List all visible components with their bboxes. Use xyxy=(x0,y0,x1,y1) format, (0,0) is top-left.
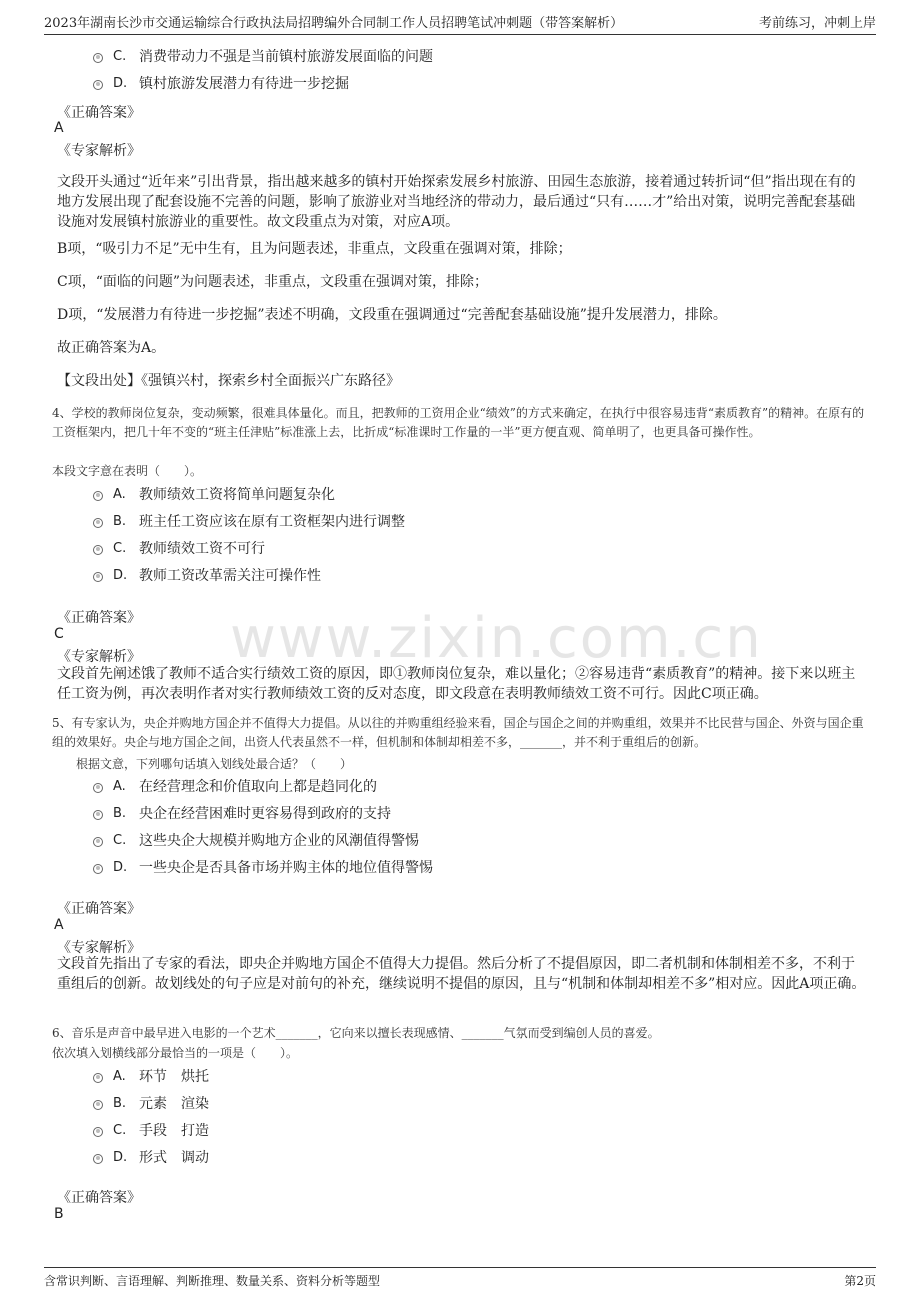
header-slogan: 考前练习，冲刺上岸 xyxy=(758,16,876,31)
q4-analysis: 文段首先阐述饿了教师不适合实行绩效工资的原因，即①教师岗位复杂，难以量化；②容易违背“素质教育”的精神。接下来以班主任工资为例，再次表明作者对实行教师绩效工资的反对态度，即文段意在表明教师绩效工资不可行。因此C项正确。 xyxy=(57,666,856,702)
option-text: 教师工资改革需关注可操作性 xyxy=(139,568,321,584)
option-label: C. xyxy=(113,540,127,556)
radio-icon[interactable] xyxy=(93,545,103,555)
q6-stem: 6、音乐是声音中最早进入电影的一个艺术_______，它向来以擅长表现感情、_______气氛而受到编创人员的喜爱。 xyxy=(52,1026,660,1040)
q5-option-c[interactable] xyxy=(93,830,419,850)
option-text: 形式 调动 xyxy=(139,1150,209,1166)
option-text: 央企在经营困难时更容易得到政府的支持 xyxy=(139,806,391,822)
q3-source: 【文段出处】《强镇兴村，探索乡村全面振兴广东路径》 xyxy=(57,373,400,389)
page-header xyxy=(0,0,920,36)
q4-option-a[interactable] xyxy=(93,484,335,504)
radio-icon[interactable] xyxy=(93,864,103,874)
document-title: 2023年湖南长沙市交通运输综合行政执法局招聘编外合同制工作人员招聘笔试冲刺题（带答案解析） xyxy=(44,16,624,31)
radio-icon[interactable] xyxy=(93,491,103,501)
option-text: 班主任工资应该在原有工资框架内进行调整 xyxy=(139,514,405,530)
option-text: 教师绩效工资不可行 xyxy=(139,541,265,557)
radio-icon[interactable] xyxy=(93,80,103,90)
option-label: B. xyxy=(113,1095,127,1111)
q4-answer: C xyxy=(54,626,64,642)
option-text: 在经营理念和价值取向上都是趋同化的 xyxy=(139,779,377,795)
radio-icon[interactable] xyxy=(93,1100,103,1110)
q3-analysis-d: D项，“发展潜力有待进一步挖掘”表述不明确，文段重在强调通过“完善配套基础设施”提升发展潜力，排除。 xyxy=(57,307,727,323)
q6-option-d[interactable] xyxy=(93,1147,209,1167)
q5-analysis: 文段首先指出了专家的看法，即央企并购地方国企不值得大力提倡。然后分析了不提倡原因，即二者机制和体制相差不多，不利于重组后的创新。故划线处的句子应是对前句的补充，继续说明不提倡的原因，且与“机制和体制却相差不多”相对应。因此A项正确。 xyxy=(57,956,866,992)
footer-note: 含常识判断、言语理解、判断推理、数量关系、资料分析等题型 xyxy=(44,1274,381,1288)
q3-answer-title: 《正确答案》 xyxy=(57,105,141,121)
header-divider xyxy=(44,34,876,35)
option-text: 一些央企是否具备市场并购主体的地位值得警惕 xyxy=(139,860,433,876)
q5-answer-title: 《正确答案》 xyxy=(57,901,141,917)
option-label: D. xyxy=(113,859,128,875)
q5-prompt: 根据文意，下列哪句话填入划线处最合适？（ ） xyxy=(76,757,353,771)
q4-stem: 4、学校的教师岗位复杂，变动频繁，很难具体量化。而且，把教师的工资用企业“绩效”的方式来确定，在执行中很容易违背“素质教育”的精神。在原有的工资框架内，把几十年不变的“班主任津贴”标准涨上去，比折成“标准课时工作量的一半”更方便直观、简单明了，也更具备可操作性。 xyxy=(52,406,865,439)
radio-icon[interactable] xyxy=(93,1073,103,1083)
page-number: 第2页 xyxy=(844,1274,876,1288)
option-label: B. xyxy=(113,513,127,529)
option-label: B. xyxy=(113,805,127,821)
q4-option-b[interactable] xyxy=(93,511,405,531)
option-text: 镇村旅游发展潜力有待进一步挖掘 xyxy=(139,76,349,92)
q5-option-b[interactable] xyxy=(93,803,391,823)
q4-prompt: 本段文字意在表明（ ）。 xyxy=(52,464,203,478)
q4-answer-title: 《正确答案》 xyxy=(57,610,141,626)
radio-icon[interactable] xyxy=(93,810,103,820)
q6-prompt: 依次填入划横线部分最恰当的一项是（ ）。 xyxy=(52,1046,299,1060)
radio-icon[interactable] xyxy=(93,518,103,528)
option-label: D. xyxy=(113,1149,128,1165)
option-text: 消费带动力不强是当前镇村旅游发展面临的问题 xyxy=(139,49,433,65)
q4-analysis-title: 《专家解析》 xyxy=(57,649,141,665)
option-label: A. xyxy=(113,778,126,794)
footer-divider xyxy=(44,1267,876,1268)
radio-icon[interactable] xyxy=(93,837,103,847)
option-label: C. xyxy=(113,48,127,64)
q6-answer-title: 《正确答案》 xyxy=(57,1190,141,1206)
q3-analysis-c: C项，“面临的问题”为问题表述，非重点，文段重在强调对策，排除； xyxy=(57,274,489,290)
option-label: D. xyxy=(113,75,128,91)
option-text: 手段 打造 xyxy=(139,1123,209,1139)
option-label: C. xyxy=(113,1122,127,1138)
watermark: www.zixin.com.cn xyxy=(230,606,763,671)
radio-icon[interactable] xyxy=(93,53,103,63)
q3-option-c[interactable] xyxy=(93,46,433,66)
q3-option-d[interactable] xyxy=(93,73,349,93)
q6-option-a[interactable] xyxy=(93,1066,209,1086)
q5-stem: 5、有专家认为，央企并购地方国企并不值得大力提倡。从以往的并购重组经验来看，国企与国企之间的并购重组，效果并不比民营与国企、外资与国企重组的效果好。央企与地方国企之间，出资人代表虽然不一样，但机制和体制却相差不多，_______，并不利于重组后的创新。 xyxy=(52,716,864,749)
option-text: 元素 渲染 xyxy=(139,1096,209,1112)
option-text: 教师绩效工资将简单问题复杂化 xyxy=(139,487,335,503)
q5-answer: A xyxy=(54,917,64,933)
radio-icon[interactable] xyxy=(93,572,103,582)
q3-analysis-title: 《专家解析》 xyxy=(57,143,141,159)
q4-option-c[interactable] xyxy=(93,538,265,558)
q3-analysis-b: B项，“吸引力不足”无中生有，且为问题表述，非重点，文段重在强调对策，排除； xyxy=(57,241,572,257)
q3-analysis: 文段开头通过“近年来”引出背景，指出越来越多的镇村开始探索发展乡村旅游、田园生态旅游，接着通过转折词“但”指出现在有的地方发展出现了配套设施不完善的问题，影响了旅游业对当地经济的带动力，最后通过“只有……才”给出对策，说明完善配套基础设施对发展镇村旅游业的重要性。故文段重点为对策，对应A项。 xyxy=(57,174,856,230)
option-label: C. xyxy=(113,832,127,848)
q5-option-a[interactable] xyxy=(93,776,377,796)
option-text: 环节 烘托 xyxy=(139,1069,209,1085)
option-label: D. xyxy=(113,567,128,583)
q5-option-d[interactable] xyxy=(93,857,433,877)
q3-answer: A xyxy=(54,120,64,136)
q4-option-d[interactable] xyxy=(93,565,321,585)
option-label: A. xyxy=(113,486,126,502)
option-label: A. xyxy=(113,1068,126,1084)
q6-answer: B xyxy=(54,1206,64,1222)
q3-conclusion: 故正确答案为A。 xyxy=(57,340,166,356)
q6-option-b[interactable] xyxy=(93,1093,209,1113)
q5-analysis-title: 《专家解析》 xyxy=(57,940,141,956)
radio-icon[interactable] xyxy=(93,783,103,793)
option-text: 这些央企大规模并购地方企业的风潮值得警惕 xyxy=(139,833,419,849)
radio-icon[interactable] xyxy=(93,1154,103,1164)
radio-icon[interactable] xyxy=(93,1127,103,1137)
q6-option-c[interactable] xyxy=(93,1120,209,1140)
